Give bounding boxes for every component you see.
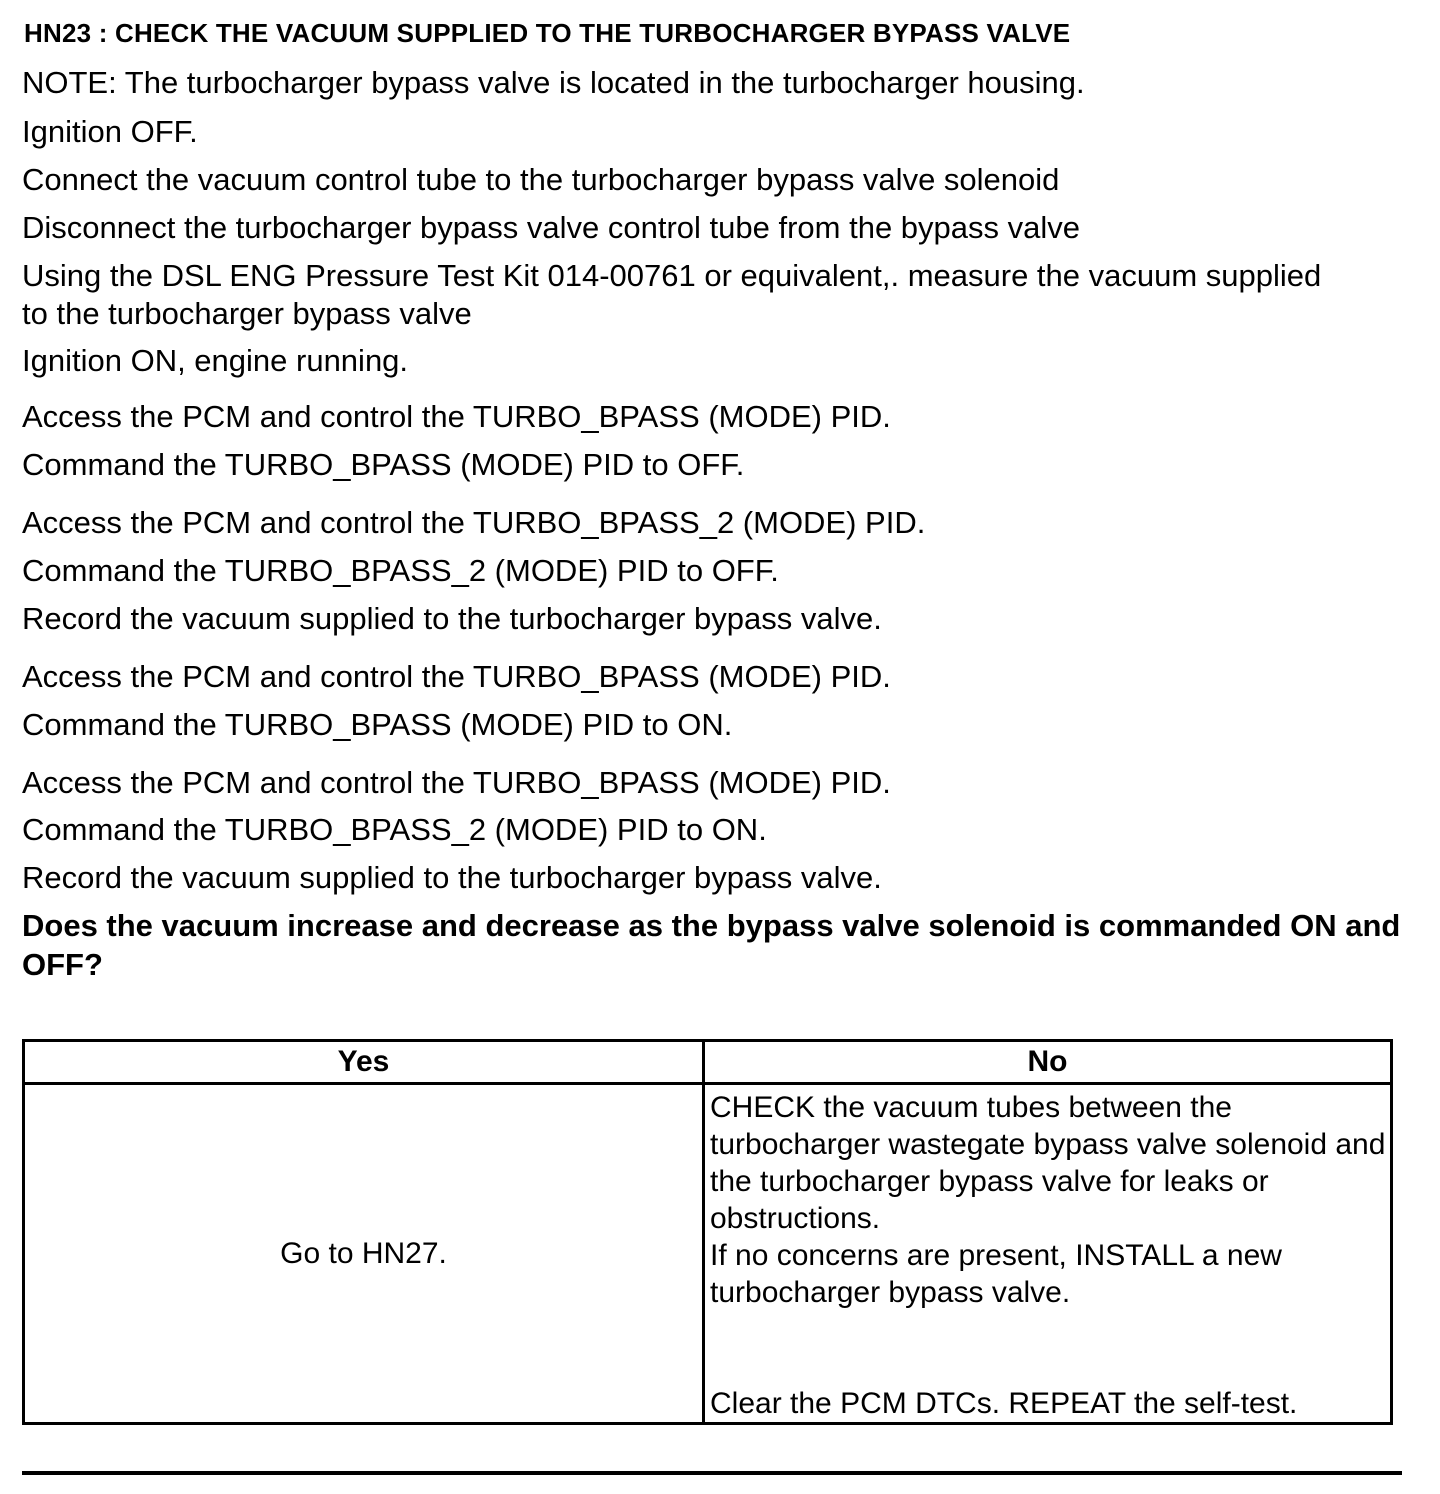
step-instruction: Connect the vacuum control tube to the turbocharger bypass valve solenoid bbox=[22, 162, 1060, 197]
yes-action-cell bbox=[24, 1084, 704, 1424]
step-instruction: Record the vacuum supplied to the turbocharger bypass valve. bbox=[22, 601, 882, 636]
no-action-clear-text: Clear the PCM DTCs. REPEAT the self-test. bbox=[710, 1387, 1298, 1420]
step-instruction: Using the DSL ENG Pressure Test Kit 014-00761 or equivalent,. measure the vacuum supplied to the turbocharger bypass valve bbox=[22, 258, 1322, 331]
no-column-header: No bbox=[704, 1041, 1392, 1084]
yes-no-table bbox=[22, 1039, 1393, 1425]
no-action-check-text: CHECK the vacuum tubes between the turbocharger wastegate bypass valve solenoid and the turbocharger bypass valve for leaks or obstructions. bbox=[710, 1091, 1386, 1235]
diagnostic-question: Does the vacuum increase and decrease as the bypass valve solenoid is commanded ON and OFF? bbox=[22, 908, 1401, 982]
step-instruction: Access the PCM and control the TURBO_BPASS (MODE) PID. bbox=[22, 399, 891, 434]
step-instruction: Record the vacuum supplied to the turbocharger bypass valve. bbox=[22, 860, 882, 895]
bottom-divider bbox=[22, 1471, 1402, 1475]
step-instruction: Access the PCM and control the TURBO_BPASS (MODE) PID. bbox=[22, 765, 891, 800]
step-instruction: Ignition ON, engine running. bbox=[22, 343, 409, 378]
step-instruction: Command the TURBO_BPASS_2 (MODE) PID to ON. bbox=[22, 812, 767, 847]
table-header-row bbox=[24, 1041, 1392, 1084]
no-action-install-text: If no concerns are present, INSTALL a new turbocharger bypass valve. bbox=[710, 1239, 1282, 1309]
step-instruction: Ignition OFF. bbox=[22, 114, 198, 149]
table-row bbox=[24, 1084, 1392, 1424]
step-instruction: Command the TURBO_BPASS (MODE) PID to OFF. bbox=[22, 447, 745, 482]
step-title: HN23 : CHECK THE VACUUM SUPPLIED TO THE TURBOCHARGER BYPASS VALVE bbox=[24, 18, 1071, 48]
step-instruction: Access the PCM and control the TURBO_BPASS_2 (MODE) PID. bbox=[22, 505, 926, 540]
step-instruction: Access the PCM and control the TURBO_BPASS (MODE) PID. bbox=[22, 659, 891, 694]
yes-column-header: Yes bbox=[24, 1041, 704, 1084]
step-instruction: Command the TURBO_BPASS (MODE) PID to ON. bbox=[22, 707, 733, 742]
yes-action-text: Go to HN27. bbox=[280, 1236, 447, 1270]
note-text: NOTE: The turbocharger bypass valve is located in the turbocharger housing. bbox=[22, 65, 1085, 100]
no-action-cell bbox=[704, 1084, 1392, 1424]
step-instruction: Command the TURBO_BPASS_2 (MODE) PID to OFF. bbox=[22, 553, 779, 588]
step-instruction: Disconnect the turbocharger bypass valve control tube from the bypass valve bbox=[22, 210, 1080, 245]
